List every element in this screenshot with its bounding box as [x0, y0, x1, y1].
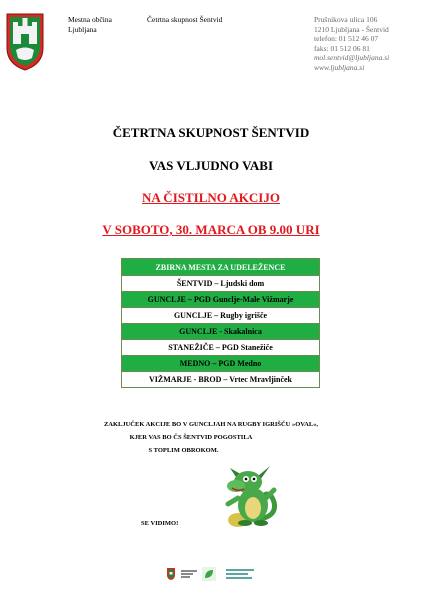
table-row: ŠENTVID – Ljudski dom	[122, 276, 320, 292]
heading-event: NA ČISTILNO AKCIJO	[142, 190, 280, 205]
address-block	[314, 15, 389, 72]
footer-municipality-logo	[181, 570, 197, 578]
heading-date: V SOBOTO, 30. MARCA OB 9.00 URI	[102, 222, 320, 237]
address-street: Prušnikova ulica 106	[314, 15, 378, 24]
table-header: ZBIRNA MESTA ZA UDELEŽENCE	[122, 259, 320, 276]
org-district: Četrtna skupnost Šentvid	[147, 15, 223, 24]
footer-crest-icon	[166, 567, 176, 586]
org-municipality	[68, 15, 112, 34]
dragon-mascot-icon	[208, 460, 284, 535]
heading-district: ČETRTNA SKUPNOST ŠENTVID	[112, 125, 310, 140]
closing-line3: S TOPLIM OBROKOM.	[148, 447, 219, 454]
closing-line2: KJER VAS BO ČS ŠENTVID POGOSTILA	[129, 434, 253, 441]
address-fax: faks: 01 512 06 81	[314, 43, 370, 53]
table-row: GUNCLJE – PGD Gunclje-Male Vižmarje	[122, 292, 320, 308]
table-row: GUNCLJE - Skakalnica	[122, 324, 320, 340]
closing-text	[80, 418, 342, 457]
footer-leaf-logo-icon	[202, 567, 216, 586]
farewell-text: SE VIDIMO!	[141, 520, 179, 527]
org-municipality-line2: Ljubljana	[68, 24, 97, 34]
table-row: GUNCLJE – Rugby igrišče	[122, 308, 320, 324]
heading-invite: VAS VLJUDNO VABI	[148, 158, 274, 173]
footer-partner-logo	[226, 569, 254, 579]
address-website[interactable]: www.ljubljana.si	[314, 62, 365, 72]
address-city: 1210 Ljubljana - Šentvid	[314, 24, 389, 34]
ljubljana-crest-icon	[5, 12, 45, 77]
table-row: STANEŽIČE – PGD Stanežiče	[122, 340, 320, 356]
gathering-places-table	[121, 258, 320, 388]
table-row: VIŽMARJE - BROD – Vrtec Mravljinček	[122, 372, 320, 388]
org-municipality-line1: Mestna občina	[68, 15, 112, 24]
table-row: MEDNO – PGD Medno	[122, 356, 320, 372]
closing-line1: ZAKLJUČEK AKCIJE BO V GUNCLJAH NA RUGBY IGRIŠČU »OVAL«,	[103, 421, 319, 428]
address-phone: telefon: 01 512 46 07	[314, 34, 379, 43]
address-email[interactable]: mol.sentvid@ljubljana.si	[314, 53, 390, 62]
